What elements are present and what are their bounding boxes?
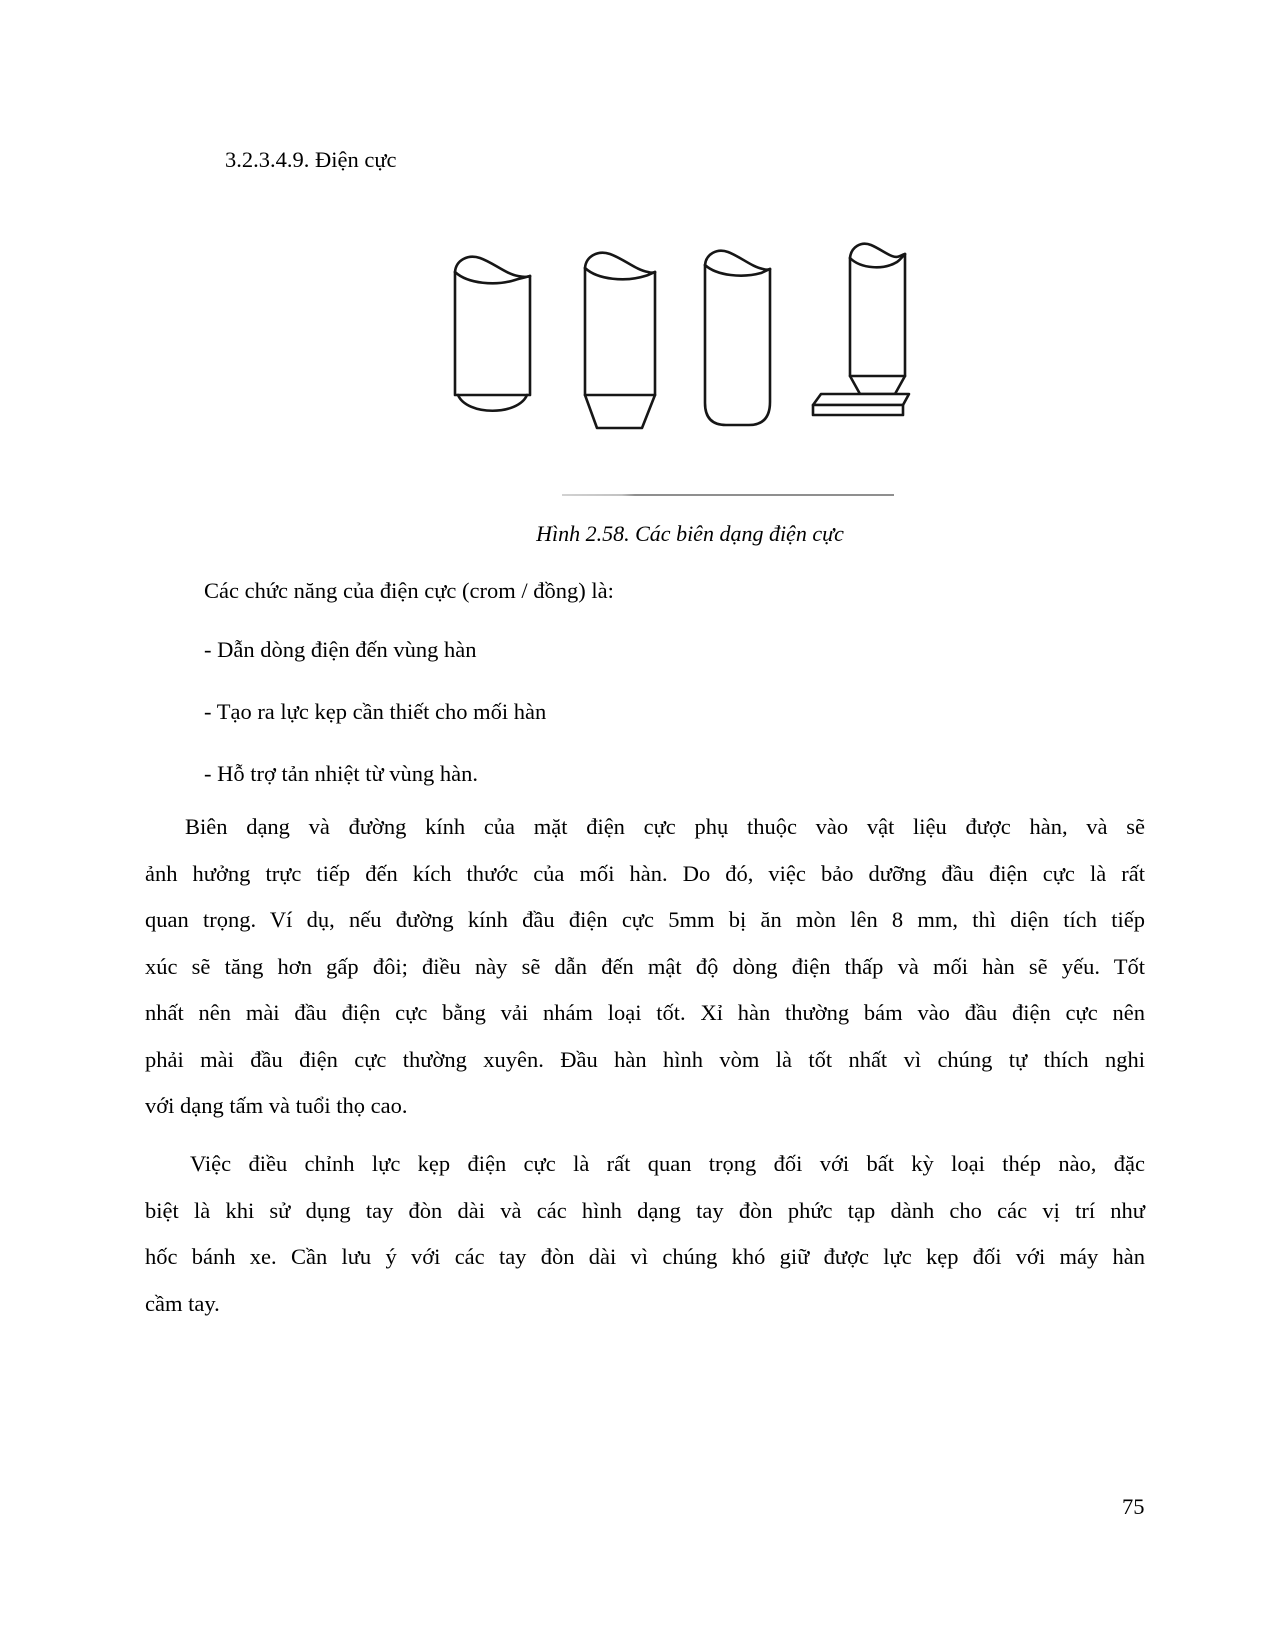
page-number: 75 [1122,1494,1145,1519]
paragraph-line: quan trọng. Ví dụ, nếu đường kính đầu điện cực 5mm bị ăn mòn lên 8 mm, thì diện tích tiếp [145,907,1145,932]
paragraph-line: Biên dạng và đường kính của mặt điện cực phụ thuộc vào vật liệu được hàn, và sẽ [185,814,1145,839]
bullet-item: - Tạo ra lực kẹp cần thiết cho mối hàn [204,699,547,724]
paragraph-line: biệt là khi sử dụng tay đòn dài và các hình dạng tay đòn phức tạp dành cho các vị trí như [145,1197,1145,1223]
electrode-truncated-cone-tip-icon [585,253,655,428]
paragraph-line: xúc sẽ tăng hơn gấp đôi; điều này sẽ dẫn đến mật độ dòng điện thấp và mối hàn sẽ yếu. Tốt [145,953,1145,979]
paragraph-electrode-maintenance [145,804,1145,1130]
electrode-profiles-figure [400,210,920,430]
section-heading: 3.2.3.4.9. Điện cực [225,147,397,172]
paragraph-clamping-force [145,1141,1145,1327]
paragraph-line: hốc bánh xe. Cần lưu ý với các tay đòn dài vì chúng khó giữ được lực kẹp đối với máy hàn [145,1244,1145,1269]
electrode-radius-tip-icon [705,251,770,425]
paragraph-line: nhất nên mài đầu điện cực bằng vải nhám loại tốt. Xỉ hàn thường bám vào đầu điện cực nên [145,1000,1145,1025]
paragraph-line: phải mài đầu điện cực thường xuyên. Đầu hàn hình vòm là tốt nhất vì chúng tự thích nghi [145,1046,1145,1072]
paragraph-line: Việc điều chỉnh lực kẹp điện cực là rất quan trọng đối với bất kỳ loại thép nào, đặc [190,1151,1145,1176]
electrode-profiles-drawing [400,210,920,430]
paragraph-line: ảnh hưởng trực tiếp đến kích thước của mối hàn. Do đó, việc bảo dưỡng đầu điện cực là rất [145,860,1145,886]
figure-divider-line [562,494,894,496]
electrode-offset-tip-on-plate-icon [813,244,909,415]
paragraph-line: cầm tay. [145,1290,220,1316]
intro-sentence: Các chức năng của điện cực (crom / đồng) là: [204,578,614,603]
electrode-dome-tip-icon [455,257,530,411]
bullet-item: - Dẫn dòng điện đến vùng hàn [204,637,477,662]
bullet-item: - Hỗ trợ tản nhiệt từ vùng hàn. [204,761,479,786]
figure-caption: Hình 2.58. Các biên dạng điện cực [536,521,844,546]
paragraph-line: với dạng tấm và tuổi thọ cao. [145,1093,408,1118]
